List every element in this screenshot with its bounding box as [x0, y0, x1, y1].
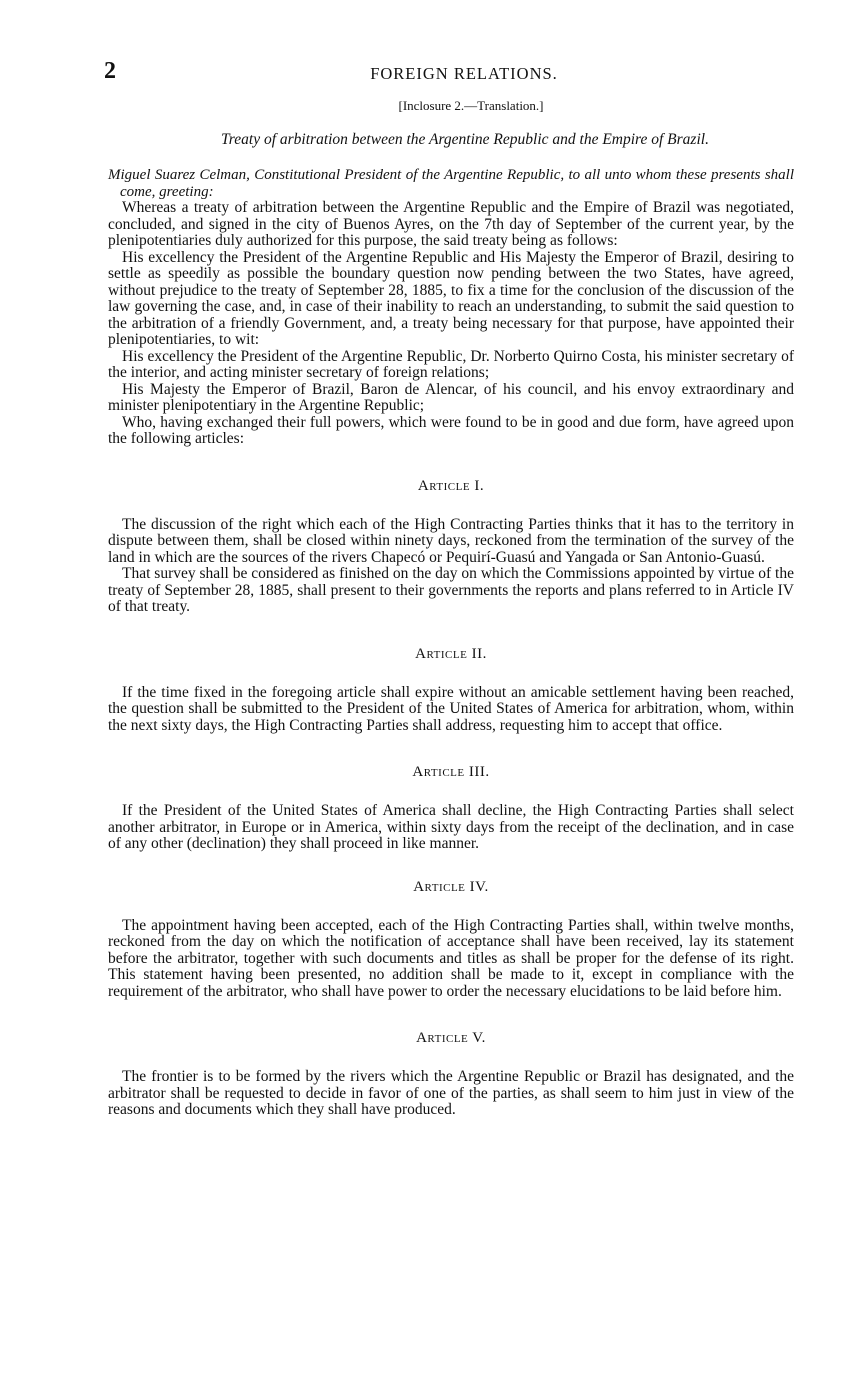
article-5: [108, 1030, 794, 1119]
article-heading: Article V.: [416, 1030, 486, 1046]
article-4: [108, 879, 794, 1001]
article-paragraph: The discussion of the right which each of the High Contracting Parties thinks that it has to the territory in dispute between them, shall be closed within ninety days, reckoned from the termination of the survey of the land in which are the sources of the rivers Chapecó or Pequirí-Guasú and Yangada or San Antonio-Guasú.: [108, 515, 794, 566]
document-page: [104, 58, 794, 1119]
article-heading: Article II.: [415, 645, 487, 662]
article-body: [108, 1069, 794, 1119]
intro-paragraph: Who, having exchanged their full powers, which were found to be in good and due form, have agreed upon the following articles:: [108, 413, 794, 447]
treaty-title: Treaty of arbitration between the Argentine Republic and the Empire of Brazil.: [221, 131, 709, 148]
intro-paragraph: His Majesty the Emperor of Brazil, Baron de Alencar, of his council, and his envoy extraordinary and minister plenipotentiary in the Argentine Republic;: [108, 380, 794, 414]
intro-paragraph: His excellency the President of the Argentine Republic, Dr. Norberto Quirno Costa, his minister secretary of the interior, and acting minister secretary of foreign relations;: [108, 347, 794, 381]
article-heading: Article I.: [417, 477, 485, 494]
article-paragraph: The frontier is to be formed by the rivers which the Argentine Republic or Brazil has designated, and the arbitrator shall be requested to decide in favor of one of the parties, as shall seem to him just in view of the reasons and documents which they shall have produced.: [108, 1068, 794, 1118]
article-body: [108, 517, 794, 616]
article-heading: Article IV.: [413, 878, 489, 895]
article-paragraph: If the time fixed in the foregoing article shall expire without an amicable settlement having been reached, the question shall be submitted to the President of the United States of America for arbitration, whom, within the next sixty days, the High Contracting Parties shall address, requesting him to accept that office.: [108, 683, 794, 734]
intro-paragraph: Whereas a treaty of arbitration between the Argentine Republic and the Empire of Brazil was negotiated, concluded, and signed in the city of Buenos Ayres, on the 7th day of September of the current year, by the plenipotentiaries duly authorized for this purpose, the said treaty being as follows:: [108, 199, 794, 249]
running-title: FOREIGN RELATIONS.: [370, 64, 558, 83]
article-3: [108, 764, 794, 853]
article-paragraph: That survey shall be considered as finished on the day on which the Commissions appointed by virtue of the treaty of September 28, 1885, shall present to their governments the reports and plans referred to in Article IV of that treaty.: [108, 565, 794, 615]
article-paragraph: The appointment having been accepted, each of the High Contracting Parties shall, within twelve months, reckoned from the day on which the notification of acceptance shall have been received, lay its statement before the arbitrator, together with such documents and titles as shall be proper for the defense of its right. This statement having been presented, no addition shall be made to it, except in compliance with the requirement of the arbitrator, who shall have power to order the necessary elucidations to be laid before him.: [108, 916, 794, 1000]
preamble: Miguel Suarez Celman, Constitutional President of the Argentine Republic, to all unto whom these presents shall come, greeting:: [108, 167, 794, 200]
page-header: [104, 58, 794, 90]
article-body: [108, 685, 794, 735]
article-body: [108, 918, 794, 1001]
article-paragraph: If the President of the United States of America shall decline, the High Contracting Parties shall select another arbitrator, in Europe or in America, within sixty days from the receipt of the declination, and in case of any other (declination) they shall proceed in like manner.: [108, 802, 794, 852]
inclosure-note: [Inclosure 2.—Translation.]: [398, 98, 544, 113]
article-heading: Article III.: [412, 764, 490, 780]
article-2: [108, 646, 794, 735]
article-body: [108, 803, 794, 853]
intro-section: [108, 200, 794, 448]
page-number: 2: [104, 58, 116, 84]
article-1: [108, 478, 794, 616]
intro-paragraph: His excellency the President of the Argentine Republic and His Majesty the Emperor of Brazil, desiring to settle as speedily as possible the boundary question now pending between the two States, have agreed, without prejudice to the treaty of September 28, 1885, to fix a time for the conclusion of the discussion of the law governing the case, and, in case of their inability to reach an understanding, to submit the said question to the arbitration of a friendly Government, and, a treaty being necessary for that purpose, have appointed their plenipotentiaries, to wit:: [108, 248, 794, 348]
